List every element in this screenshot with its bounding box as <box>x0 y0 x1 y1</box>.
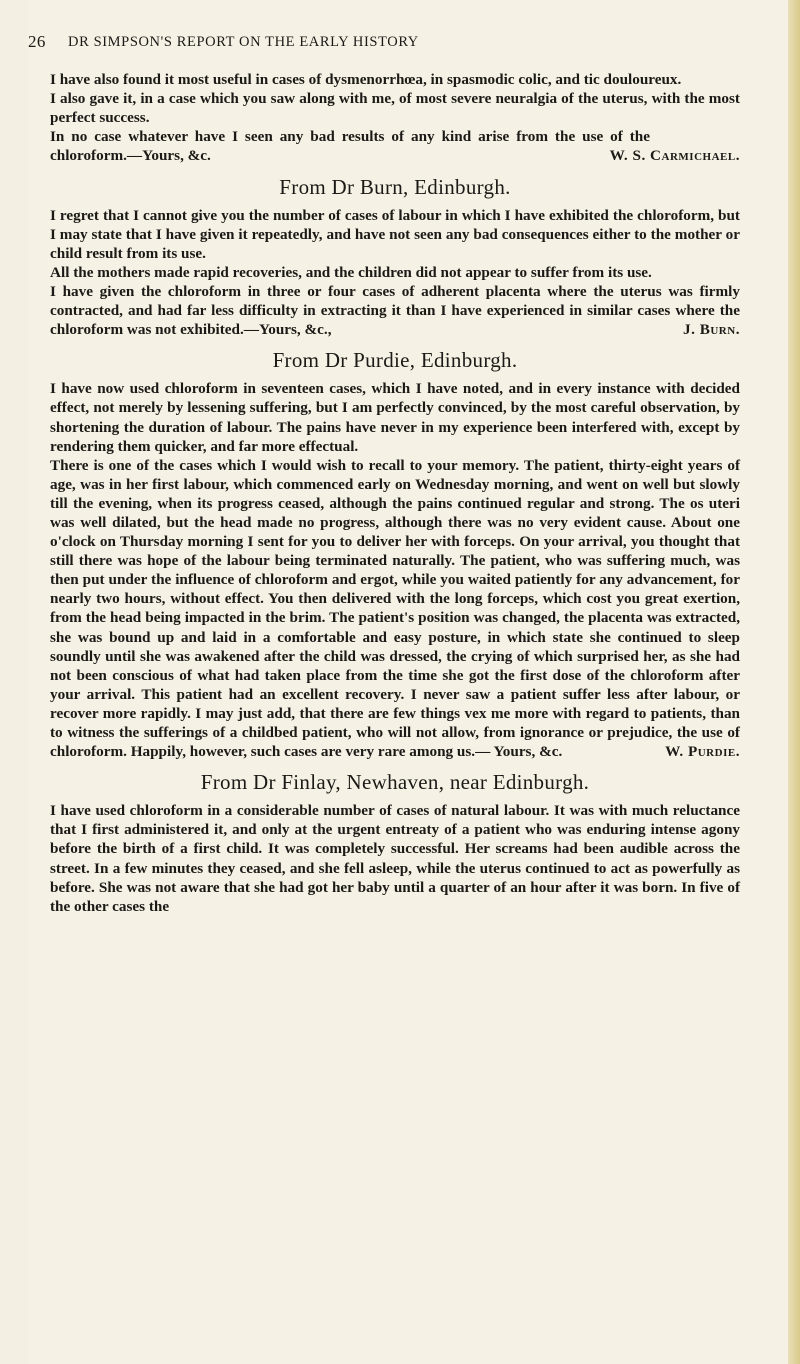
letter-carmichael <box>50 70 740 166</box>
signature-name: W. S. Carmichael. <box>609 147 740 165</box>
paragraph: I regret that I cannot give you the number of cases of labour in which I have exhibited the chloroform, but I may state that I have given it repeatedly, and have not seen any bad consequences either to the mother or child result from its use. <box>50 206 740 262</box>
section-heading: From Dr Purdie, Edinburgh. <box>272 348 518 373</box>
running-title: DR SIMPSON'S REPORT ON THE EARLY HISTORY <box>68 34 419 50</box>
paragraph: I have used chloroform in a considerable number of cases of natural labour. It was with much reluctance that I first administered it, and only at the urgent entreaty of a patient who was enduring intense agony before the birth of a first child. It was completely successful. Her screams had been audible across the street. In a few minutes they ceased, and she fell asleep, while the uterus continued to act as powerfully as before. She was not aware that she had got her baby until a quarter of an hour after it was born. In five of the other cases the <box>50 802 740 915</box>
closing-text: In no case whatever have I seen any bad results of any kind arise from the use of the chloroform.—Yours, &c. <box>50 128 650 165</box>
signature-name: J. Burn. <box>683 321 740 339</box>
section-heading: From Dr Burn, Edinburgh. <box>279 174 511 199</box>
paragraph: All the mothers made rapid recoveries, and the children did not appear to suffer from its use. <box>50 263 652 281</box>
letter-burn <box>50 206 740 340</box>
section-heading: From Dr Finlay, Newhaven, near Edinburgh. <box>200 770 590 795</box>
page-edge <box>788 0 800 1364</box>
closing-text: There is one of the cases which I would wish to recall to your memory. The patient, thirty-eight years of age, was in her first labour, which commenced early on Wednesday morning, and went on well but slowly till the evening, when its progress ceased, although the pains continued regular and strong. The os uteri was well dilated, but the head made no progress, although there was no very evident cause. About one o'clock on Thursday morning I sent for you to deliver her with forceps. On your arrival, you thought that still there was hope of the labour being terminated naturally. The patient, who was suffering much, was then put under the influence of chloroform and ergot, while you waited patiently for any advancement, for nearly two hours, without effect. You then delivered with the long forceps, which cost you great exertion, from the head being impacted in the brim. The patient's position was changed, the placenta was extracted, she was bound up and laid in a comfortable and easy posture, in which state she continued to sleep soundly until she was awakened after the child was dressed, the crying of which surprised her, as she had not been conscious of what had taken place from the time she got the first dose of the chloroform after your arrival. This patient had an excellent recovery. I never saw a patient suffer less after labour, or recover more rapidly. I may just add, that there are few things vex me more with regard to patients, than to witness the sufferings of a childbed patient, who will not allow, from ignorance or prejudice, the use of chloroform. Happily, however, such cases are very rare among us.— Yours, &c. <box>50 456 740 761</box>
letter-finlay <box>50 801 740 916</box>
page-number: 26 <box>28 32 46 51</box>
page-body <box>50 70 740 916</box>
paragraph: I also gave it, in a case which you saw along with me, of most severe neuralgia of the uterus, with the most perfect success. <box>50 90 740 127</box>
letter-purdie <box>50 379 740 761</box>
running-head <box>28 32 758 56</box>
closing-text: I have given the chloroform in three or four cases of adherent placenta where the uterus was firmly contracted, and had far less difficulty in extracting it than I have experienced in similar cases where the chloroform was not exhibited.—Yours, &c., <box>50 282 740 339</box>
paragraph: I have also found it most useful in cases of dysmenorrhœa, in spasmodic colic, and tic douloureux. <box>50 71 682 88</box>
paragraph: I have now used chloroform in seventeen cases, which I have noted, and in every instance with decided effect, not merely by lessening suffering, but I am perfectly convinced, by the most careful observation, by shortening the duration of labour. The pains have never in my experience been interfered with, except by rendering them quicker, and far more effectual. <box>50 380 740 455</box>
signature-name: W. Purdie. <box>665 743 740 761</box>
